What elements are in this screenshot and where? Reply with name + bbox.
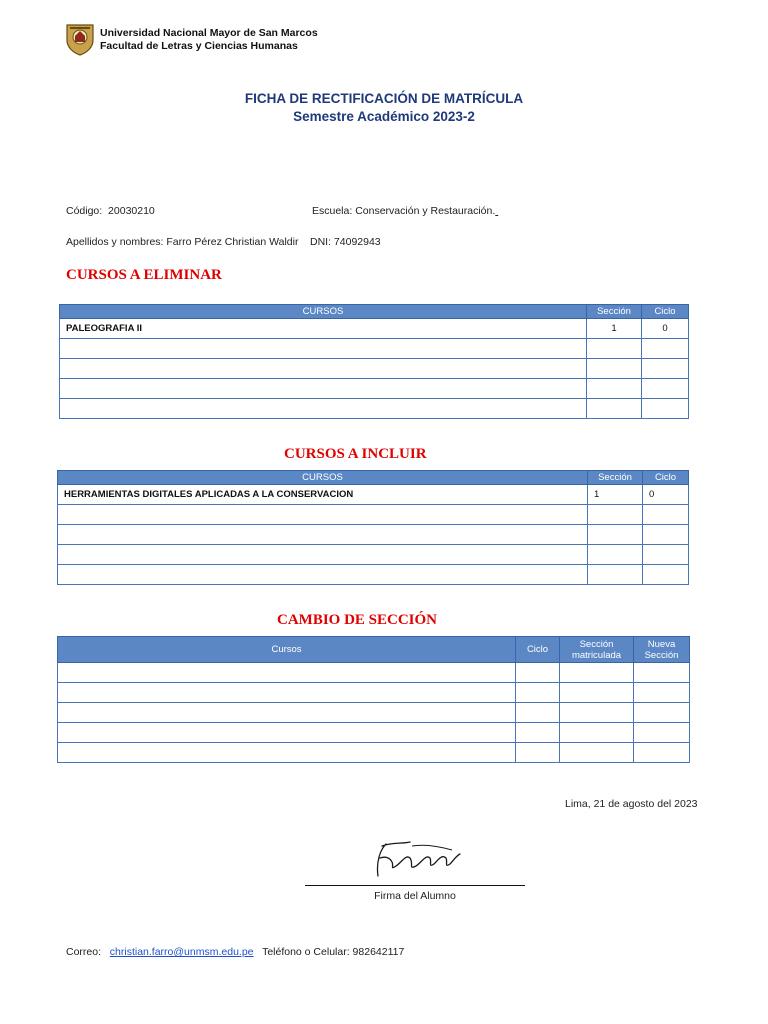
cycle-cell: 0 bbox=[643, 485, 689, 505]
table-row bbox=[60, 359, 689, 379]
enrolled-section-cell bbox=[560, 663, 634, 683]
course-cell: HERRAMIENTAS DIGITALES APLICADAS A LA CONSERVACION bbox=[58, 485, 588, 505]
table-row bbox=[58, 485, 689, 505]
section-heading-cambio: CAMBIO DE SECCIÓN bbox=[277, 612, 438, 628]
course-cell bbox=[58, 703, 516, 723]
section-change-table bbox=[57, 636, 690, 763]
phone-label: Teléfono o Celular: bbox=[262, 946, 350, 958]
section-heading-eliminar: CURSOS A ELIMINAR bbox=[66, 267, 222, 283]
new-section-cell bbox=[634, 723, 690, 743]
course-cell bbox=[60, 359, 587, 379]
new-section-cell bbox=[634, 683, 690, 703]
column-header: CURSOS bbox=[58, 471, 588, 485]
section-cell: 1 bbox=[587, 319, 642, 339]
section-cell bbox=[588, 545, 643, 565]
section-cell bbox=[587, 339, 642, 359]
handwritten-signature bbox=[372, 836, 468, 882]
table-header-row bbox=[60, 305, 689, 319]
section-cell bbox=[587, 379, 642, 399]
cycle-cell bbox=[516, 703, 560, 723]
column-header: Ciclo bbox=[642, 305, 689, 319]
contact-line bbox=[66, 946, 404, 958]
cycle-cell bbox=[642, 399, 689, 419]
course-cell bbox=[60, 399, 587, 419]
column-header: Sección matriculada bbox=[560, 637, 634, 663]
cycle-cell bbox=[516, 723, 560, 743]
enrolled-section-cell bbox=[560, 703, 634, 723]
school-label: Escuela: bbox=[312, 205, 353, 217]
enrolled-section-cell bbox=[560, 723, 634, 743]
table-header-row bbox=[58, 471, 689, 485]
course-cell bbox=[58, 545, 588, 565]
faculty-name: Facultad de Letras y Ciencias Humanas bbox=[100, 40, 298, 52]
cycle-cell bbox=[642, 359, 689, 379]
cycle-cell: 0 bbox=[642, 319, 689, 339]
email-label: Correo: bbox=[66, 946, 102, 958]
student-names bbox=[66, 236, 298, 248]
course-cell bbox=[58, 505, 588, 525]
new-section-cell bbox=[634, 663, 690, 683]
table-row bbox=[60, 399, 689, 419]
course-cell bbox=[60, 339, 587, 359]
section-cell: 1 bbox=[588, 485, 643, 505]
new-section-cell bbox=[634, 743, 690, 763]
course-cell bbox=[58, 743, 516, 763]
column-header: Sección bbox=[587, 305, 642, 319]
section-cell bbox=[587, 399, 642, 419]
table-row bbox=[58, 683, 690, 703]
code-label: Código: bbox=[66, 205, 103, 217]
table-row bbox=[58, 723, 690, 743]
table-row bbox=[60, 379, 689, 399]
enrolled-section-cell bbox=[560, 683, 634, 703]
document-date: Lima, 21 de agosto del 2023 bbox=[565, 798, 698, 810]
names-value: Farro Pérez Christian Waldir bbox=[166, 236, 299, 248]
code-value: 20030210 bbox=[108, 205, 155, 217]
signature-label: Firma del Alumno bbox=[374, 890, 456, 902]
table-row bbox=[58, 703, 690, 723]
column-header: Ciclo bbox=[516, 637, 560, 663]
table-row bbox=[58, 545, 689, 565]
student-school bbox=[312, 205, 498, 217]
email-link[interactable]: christian.farro@unmsm.edu.pe bbox=[109, 946, 254, 958]
new-section-cell bbox=[634, 703, 690, 723]
phone-value: 982642117 bbox=[352, 946, 405, 958]
dni-value: 74092943 bbox=[333, 236, 381, 248]
enrolled-section-cell bbox=[560, 743, 634, 763]
student-code bbox=[66, 205, 155, 217]
cycle-cell bbox=[643, 525, 689, 545]
table-row bbox=[58, 565, 689, 585]
column-header: Cursos bbox=[58, 637, 516, 663]
table-row bbox=[58, 663, 690, 683]
cycle-cell bbox=[642, 379, 689, 399]
cycle-cell bbox=[643, 505, 689, 525]
institution-header bbox=[100, 27, 318, 53]
names-label: Apellidos y nombres: bbox=[66, 236, 164, 248]
cycle-cell bbox=[643, 565, 689, 585]
cycle-cell bbox=[642, 339, 689, 359]
cycle-cell bbox=[516, 683, 560, 703]
table-row bbox=[60, 339, 689, 359]
course-cell bbox=[58, 525, 588, 545]
course-cell bbox=[58, 683, 516, 703]
course-cell bbox=[58, 663, 516, 683]
page-title: FICHA DE RECTIFICACIÓN DE MATRÍCULA bbox=[244, 91, 524, 106]
section-cell bbox=[588, 565, 643, 585]
section-cell bbox=[588, 525, 643, 545]
column-header: CURSOS bbox=[60, 305, 587, 319]
university-name: Universidad Nacional Mayor de San Marcos bbox=[100, 27, 318, 39]
column-header: Sección bbox=[588, 471, 643, 485]
column-header: Ciclo bbox=[643, 471, 689, 485]
course-cell: PALEOGRAFIA II bbox=[60, 319, 587, 339]
university-seal-logo bbox=[64, 22, 96, 56]
school-value: Conservación y Restauración. bbox=[355, 205, 496, 217]
course-cell bbox=[60, 379, 587, 399]
courses-remove-table bbox=[59, 304, 689, 419]
course-cell bbox=[58, 723, 516, 743]
cycle-cell bbox=[643, 545, 689, 565]
courses-add-table bbox=[57, 470, 689, 585]
column-header: Nueva Sección bbox=[634, 637, 690, 663]
table-row bbox=[58, 525, 689, 545]
table-row bbox=[58, 743, 690, 763]
section-cell bbox=[588, 505, 643, 525]
section-heading-incluir: CURSOS A INCLUIR bbox=[284, 446, 427, 462]
page-subtitle: Semestre Académico 2023-2 bbox=[293, 109, 475, 124]
cycle-cell bbox=[516, 743, 560, 763]
signature-line bbox=[305, 885, 525, 886]
dni-label: DNI: bbox=[310, 236, 331, 248]
course-cell bbox=[58, 565, 588, 585]
table-row bbox=[60, 319, 689, 339]
section-cell bbox=[587, 359, 642, 379]
cycle-cell bbox=[516, 663, 560, 683]
table-header-row bbox=[58, 637, 690, 663]
table-row bbox=[58, 505, 689, 525]
student-dni bbox=[310, 236, 381, 248]
